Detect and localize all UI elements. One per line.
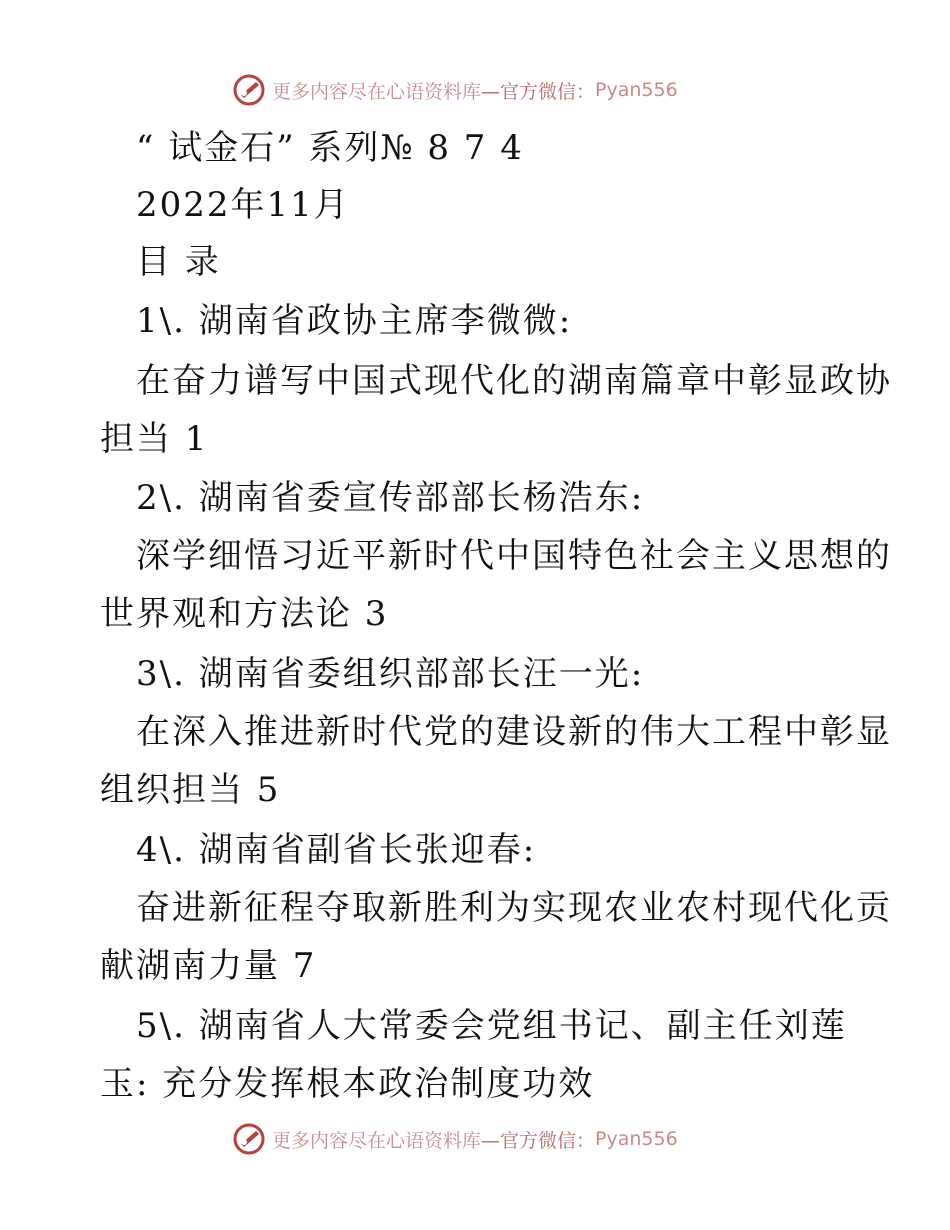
toc-entry-4-heading: 4\. 湖南省副省长张迎春: <box>136 830 537 870</box>
header-watermark <box>232 72 678 108</box>
footer-watermark <box>232 1121 678 1157</box>
toc-entry-1-title-cont: 担当 1 <box>100 419 209 459</box>
toc-entry-2-title: 深学细悟习近平新时代中国特色社会主义思想的 <box>136 536 892 576</box>
issue-date: 2022年11月 <box>136 185 350 225</box>
watermark-text-wechat-id: Pyan556 <box>595 1128 678 1150</box>
logo-icon <box>232 1122 266 1156</box>
watermark-text-official: —官方微信： <box>481 80 596 103</box>
watermark-text-main: 更多内容尽在心语资料库 <box>272 1129 482 1152</box>
toc-entry-2-heading: 2\. 湖南省委宣传部部长杨浩东: <box>136 478 645 518</box>
watermark-text-main: 更多内容尽在心语资料库 <box>272 80 482 103</box>
logo-icon <box>232 73 266 107</box>
toc-entry-3-title: 在深入推进新时代党的建设新的伟大工程中彰显 <box>136 712 892 752</box>
series-title: “ 试金石” 系列№ 8 7 4 <box>136 128 524 168</box>
toc-entry-4-title: 奋进新征程夺取新胜利为实现农业农村现代化贡 <box>136 888 892 928</box>
toc-entry-2-title-cont: 世界观和方法论 3 <box>100 594 389 634</box>
watermark-text-wechat-id: Pyan556 <box>595 79 678 101</box>
toc-entry-5-title: 玉: 充分发挥根本政治制度功效 <box>100 1064 595 1104</box>
toc-entry-5-heading: 5\. 湖南省人大常委会党组书记、副主任刘莲 <box>136 1006 847 1046</box>
watermark-text-official: —官方微信： <box>481 1129 596 1152</box>
toc-entry-1-title: 在奋力谱写中国式现代化的湖南篇章中彰显政协 <box>136 361 892 401</box>
toc-entry-1-heading: 1\. 湖南省政协主席李微微: <box>136 301 573 341</box>
toc-entry-3-title-cont: 组织担当 5 <box>100 770 281 810</box>
toc-title: 目 录 <box>136 242 221 282</box>
toc-entry-4-title-cont: 献湖南力量 7 <box>100 946 317 986</box>
toc-entry-3-heading: 3\. 湖南省委组织部部长汪一光: <box>136 654 645 694</box>
